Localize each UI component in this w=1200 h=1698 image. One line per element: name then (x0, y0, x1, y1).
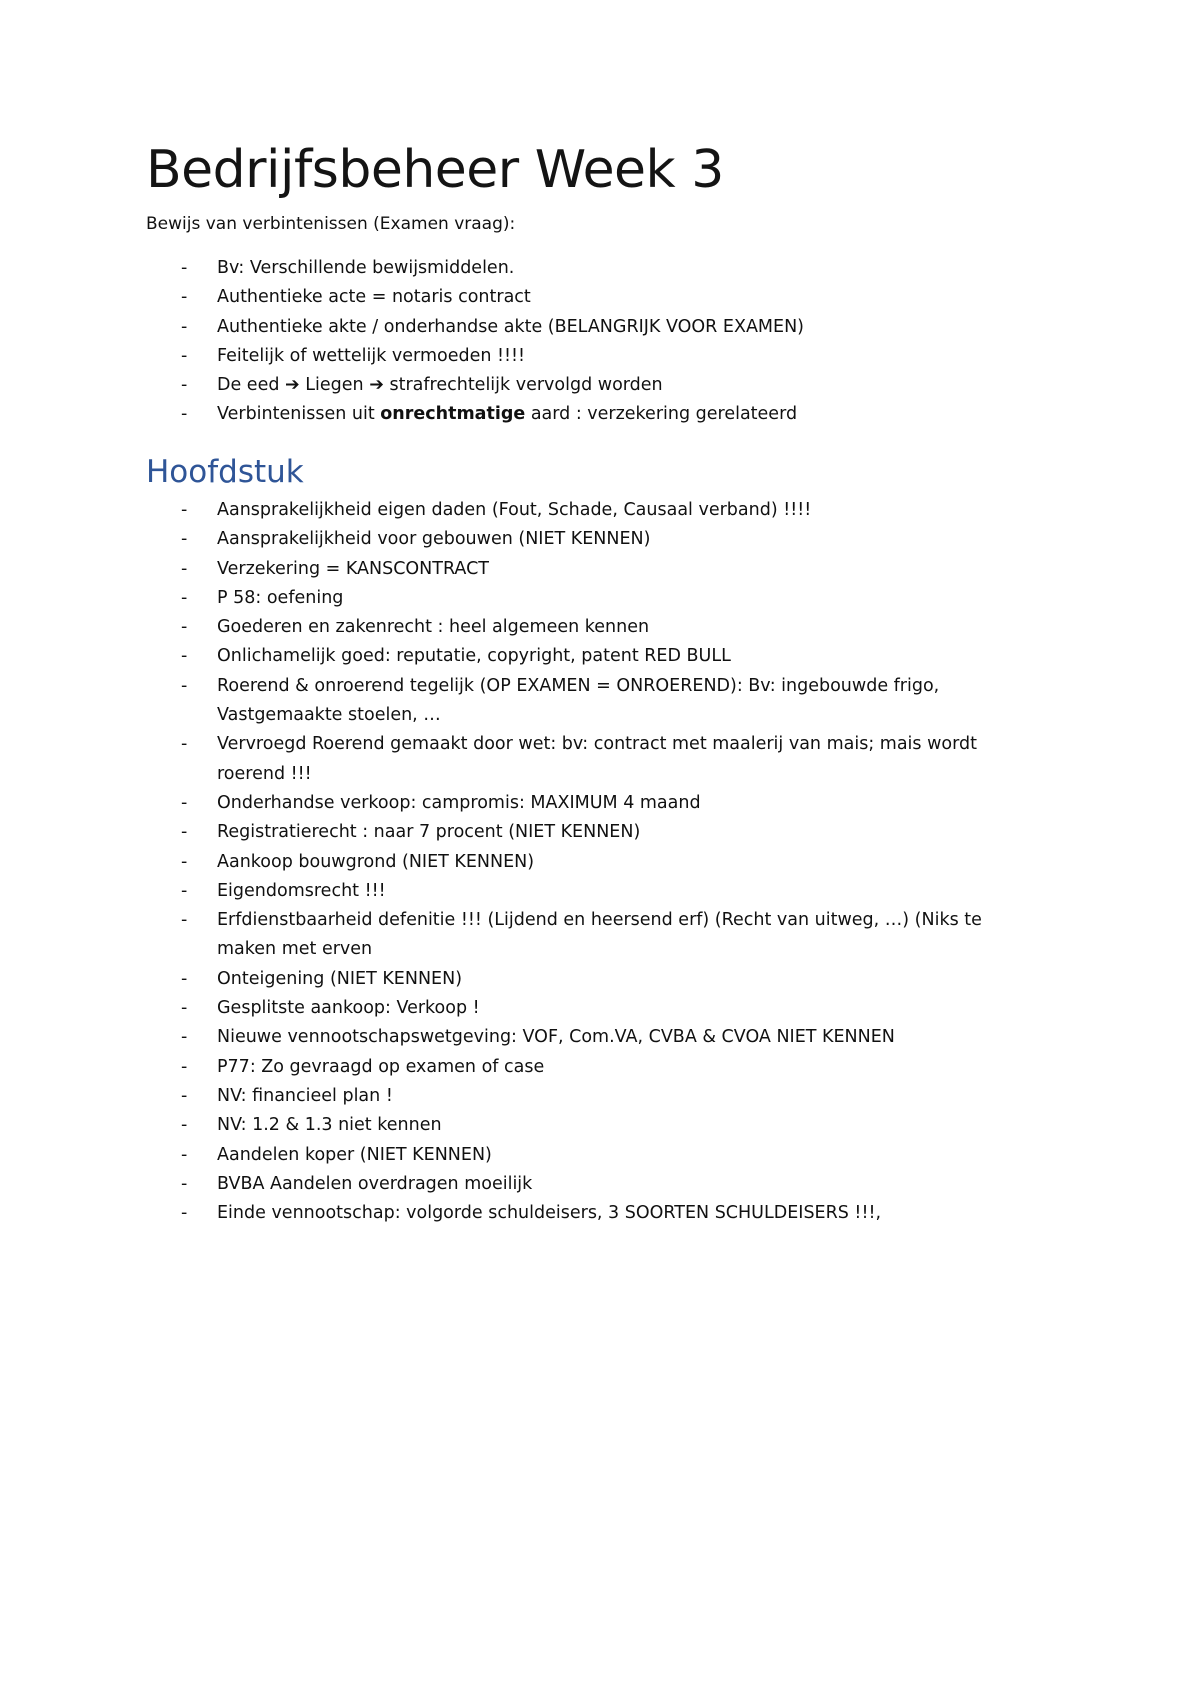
list-item-text: Authentieke akte / onderhandse akte (BELANGRIJK VOOR EXAMEN) (217, 316, 804, 337)
list-item-text: P 58: oefening (217, 587, 344, 608)
list-item (146, 965, 1046, 994)
list-item-text: Einde vennootschap: volgorde schuldeisers, 3 SOORTEN SCHULDEISERS !!!, (217, 1203, 882, 1224)
bullet-dash: - (181, 968, 188, 989)
list-item-text: Aansprakelijkheid voor gebouwen (NIET KENNEN) (217, 529, 651, 550)
list-item-text-part: Verbintenissen uit (217, 404, 381, 425)
bullet-dash: - (181, 822, 188, 843)
list-item-text: Onderhandse verkoop: campromis: MAXIMUM 4 maand (217, 792, 701, 813)
list-item-text: Onlichamelijk goed: reputatie, copyright, patent RED BULL (217, 646, 731, 667)
list-item-text: Verzekering = KANSCONTRACT (217, 558, 489, 579)
arrow-right-icon: ➔ (369, 375, 384, 396)
bullet-dash: - (181, 404, 188, 425)
list-item (146, 371, 1046, 400)
list-item-text: Roerend & onroerend tegelijk (OP EXAMEN = ONROEREND): Bv: ingebouwde frigo, Vastgemaakte stoelen, … (217, 675, 940, 726)
bullet-dash: - (181, 316, 188, 337)
bullet-dash: - (181, 1085, 188, 1106)
list-item (146, 994, 1046, 1023)
page-title: Bedrijfsbeheer Week 3 (146, 140, 724, 200)
bullet-dash: - (181, 1115, 188, 1136)
list-item-text: Aansprakelijkheid eigen daden (Fout, Schade, Causaal verband) !!!! (217, 500, 812, 520)
list-item-text: Gesplitste aankoop: Verkoop ! (217, 998, 480, 1019)
list-item (146, 400, 1046, 429)
list-item-text: Onteigening (NIET KENNEN) (217, 968, 463, 989)
list-item (146, 848, 1046, 877)
list-item (146, 730, 1046, 789)
bullet-dash: - (181, 910, 188, 931)
list-item (146, 1082, 1046, 1111)
list-item-text: Aankoop bouwgrond (NIET KENNEN) (217, 851, 535, 872)
list-item-text: Bv: Verschillende bewijsmiddelen. (217, 258, 515, 278)
bullet-dash: - (181, 792, 188, 813)
list-item (146, 283, 1046, 312)
list-item (146, 1141, 1046, 1170)
bold-term: onrechtmatige (380, 404, 526, 425)
list-item (146, 818, 1046, 847)
bullet-dash: - (181, 1173, 188, 1194)
bullet-dash: - (181, 617, 188, 638)
list-item-text-part: aard : verzekering gerelateerd (525, 404, 798, 425)
section-heading: Hoofdstuk (146, 454, 304, 490)
chapter-list (146, 496, 1046, 1228)
list-item-text: BVBA Aandelen overdragen moeilijk (217, 1173, 533, 1194)
bullet-dash: - (181, 587, 188, 608)
list-item (146, 525, 1046, 554)
list-item-text: Erfdienstbaarheid defenitie !!! (Lijdend en heersend erf) (Recht van uitweg, …) (Niks te maken met erven (217, 910, 982, 960)
list-item-text: NV: financieel plan ! (217, 1085, 393, 1106)
list-item (146, 1199, 1046, 1228)
list-item (146, 1111, 1046, 1140)
list-item-text: Registratierecht : naar 7 procent (NIET KENNEN) (217, 822, 641, 843)
bullet-dash: - (181, 646, 188, 667)
list-item (146, 672, 1046, 731)
bullet-dash: - (181, 880, 188, 901)
bullet-dash: - (181, 287, 188, 308)
list-item (146, 342, 1046, 371)
list-item-text: Eigendomsrecht !!! (217, 880, 386, 901)
list-item (146, 1023, 1046, 1052)
intro-line: Bewijs van verbintenissen (Examen vraag): (146, 214, 516, 234)
arrow-right-icon: ➔ (285, 375, 300, 396)
list-item (146, 906, 1046, 965)
list-item-text: Authentieke acte = notaris contract (217, 287, 531, 308)
bullet-dash: - (181, 1027, 188, 1048)
bullet-dash: - (181, 998, 188, 1019)
bullet-dash: - (181, 529, 188, 550)
bullet-dash: - (181, 851, 188, 872)
list-item-text: Goederen en zakenrecht : heel algemeen kennen (217, 617, 650, 638)
bullet-dash: - (181, 734, 188, 755)
list-item-text-part: Liegen (305, 375, 364, 396)
bullet-dash: - (181, 1203, 188, 1224)
list-item (146, 254, 1046, 283)
list-item (146, 496, 1046, 525)
list-item (146, 613, 1046, 642)
list-item-text: P77: Zo gevraagd op examen of case (217, 1056, 545, 1077)
list-item-text: Nieuwe vennootschapswetgeving: VOF, Com.VA, CVBA & CVOA NIET KENNEN (217, 1027, 895, 1048)
list-item (146, 313, 1046, 342)
bullet-dash: - (181, 1144, 188, 1165)
list-item-text-part: De eed (217, 375, 280, 396)
list-item (146, 555, 1046, 584)
bullet-dash: - (181, 558, 188, 579)
list-item-text: Aandelen koper (NIET KENNEN) (217, 1144, 492, 1165)
bullet-dash: - (181, 675, 188, 696)
list-item-text: NV: 1.2 & 1.3 niet kennen (217, 1115, 442, 1136)
bullet-dash: - (181, 345, 188, 366)
list-item (146, 584, 1046, 613)
bullet-dash: - (181, 1056, 188, 1077)
list-item (146, 642, 1046, 671)
list-item (146, 789, 1046, 818)
bullet-dash: - (181, 500, 188, 520)
bullet-dash: - (181, 258, 188, 278)
bullet-dash: - (181, 375, 188, 396)
list-item-text: Feitelijk of wettelijk vermoeden !!!! (217, 345, 526, 366)
list-item (146, 877, 1046, 906)
list-item-text: Vervroegd Roerend gemaakt door wet: bv: contract met maalerij van mais; mais wordt roerend !!! (217, 734, 977, 784)
list-item-text-part: strafrechtelijk vervolgd worden (389, 375, 663, 396)
list-item (146, 1170, 1046, 1199)
list-item (146, 1053, 1046, 1082)
evidence-list (146, 254, 1046, 430)
